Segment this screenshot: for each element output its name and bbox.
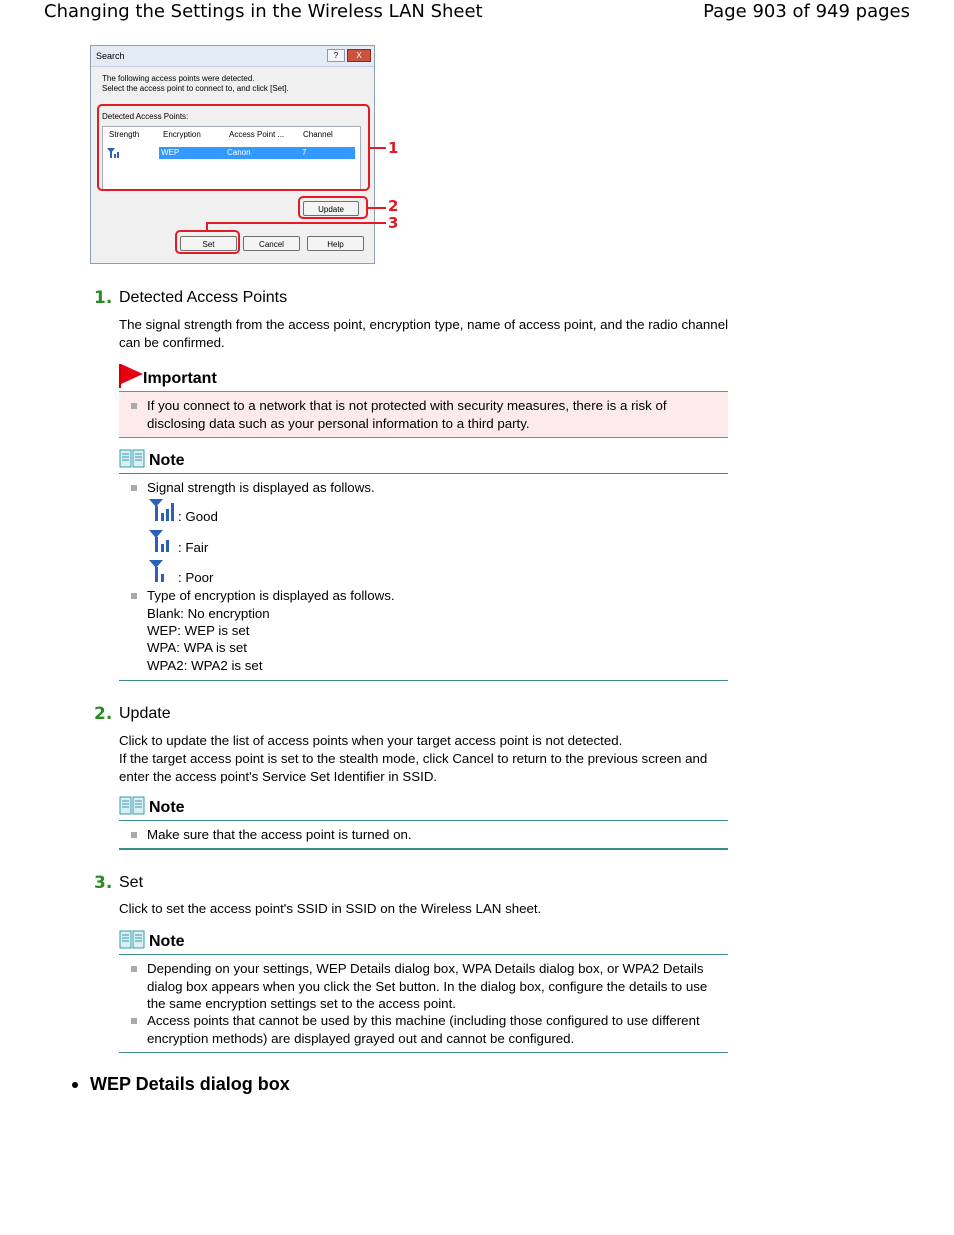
important-heading: Important [143,370,217,387]
callout-number-2: 2 [388,197,399,215]
item3-title: Set [119,874,144,891]
callout-number-1: 1 [388,139,399,157]
document-title: Changing the Settings in the Wireless LAN Sheet [44,1,483,22]
signal-poor-icon [149,560,167,582]
callout-frame-1 [97,104,370,191]
important-flag-icon [119,364,143,388]
note-book-icon [119,930,145,950]
callout-frame-3 [175,230,240,254]
note-rule-bottom-3 [119,1052,728,1053]
item3-note2: Access points that cannot be used by this machine (including those configured to use different encryption methods) are displayed grayed out and cannot be configured. [147,1013,700,1046]
signal-good-icon [149,499,176,521]
callout-line-1 [370,147,386,149]
note-rule-bottom-1 [119,680,728,681]
note-heading-3: Note [149,933,185,950]
bullet-icon [131,593,137,599]
row-channel: 7 [302,148,307,157]
update-button-image: Update [303,201,359,216]
dialog-help-icon: ? [327,49,345,62]
bullet-icon [131,485,137,491]
item1-text: The signal strength from the access point, encryption type, name of access point, and the radio channel can be confirmed. [119,317,729,350]
item1-number: 1. [94,288,113,308]
page-counter: Page 903 of 949 pages [703,1,910,22]
note1-signal: Signal strength is displayed as follows. [147,480,375,495]
item3-note1: Depending on your settings, WEP Details dialog box, WPA Details dialog box, or WPA2 Details dialog box appears when you click the Set button. In the dialog box, configure the details to use the same encryption settings set to the access point. [147,961,708,1011]
callout-number-3: 3 [388,214,399,232]
signal-fair-icon [149,530,171,552]
note-heading-2: Note [149,799,185,816]
bullet-icon [131,403,137,409]
cancel-button-image: Cancel [243,236,300,251]
set-button-image: Set [180,236,237,251]
help-button-image: Help [307,236,364,251]
note-rule-top-1 [119,473,728,474]
heading-bullet-icon [72,1082,78,1088]
important-text: If you connect to a network that is not protected with security measures, there is a risk of disclosing data such as your personal information to a third party. [147,398,667,431]
column-encryption: Encryption [163,130,201,139]
dialog-close-icon: X [347,49,371,62]
item2-number: 2. [94,704,113,724]
enc-line-wep: WEP: WEP is set [147,623,250,638]
item3-number: 3. [94,873,113,893]
signal-fair-label: : Fair [178,540,209,555]
callout-line-3 [206,222,386,224]
column-strength: Strength [109,130,140,139]
enc-line-wpa: WPA: WPA is set [147,640,247,655]
row-encryption: WEP [161,148,180,157]
callout-frame-2 [298,196,368,219]
row-access-point: Canon [227,148,251,157]
note2-encryption: Type of encryption is displayed as follows. [147,588,395,603]
column-access-point: Access Point ... [229,130,285,139]
note-rule-bottom-2 [119,848,728,850]
bullet-icon [131,832,137,838]
item2-note1: Make sure that the access point is turned on. [147,827,412,842]
dialog-group-label: Detected Access Points: [102,112,189,121]
item1-title: Detected Access Points [119,289,288,306]
column-channel: Channel [303,130,333,139]
callout-line-2 [368,207,386,209]
item2-text2: If the target access point is set to the stealth mode, click Cancel to return to the previous screen and enter the access point's Service Set Identifier in SSID. [119,751,708,784]
item2-title: Update [119,705,171,722]
note-rule-top-3 [119,954,728,955]
note-heading-1: Note [149,452,185,469]
note-rule-top-2 [119,820,728,821]
item2-text1: Click to update the list of access points when your target access point is not detected. [119,733,623,748]
signal-good-label: : Good [178,509,218,524]
enc-line-wpa2: WPA2: WPA2 is set [147,658,263,673]
item3-text: Click to set the access point's SSID in SSID on the Wireless LAN sheet. [119,901,542,916]
enc-line-blank: Blank: No encryption [147,606,270,621]
dialog-titlebar [91,46,374,67]
note-book-icon [119,449,145,469]
callout-line-3-drop [206,222,208,231]
bullet-icon [131,966,137,972]
signal-poor-label: : Poor [178,570,214,585]
wep-details-heading: WEP Details dialog box [90,1074,290,1094]
dialog-message: The following access points were detected. Select the access point to connect to, and click [Set]. [102,74,289,93]
note-book-icon [119,796,145,816]
bullet-icon [131,1018,137,1024]
dialog-title: Search [96,51,125,61]
